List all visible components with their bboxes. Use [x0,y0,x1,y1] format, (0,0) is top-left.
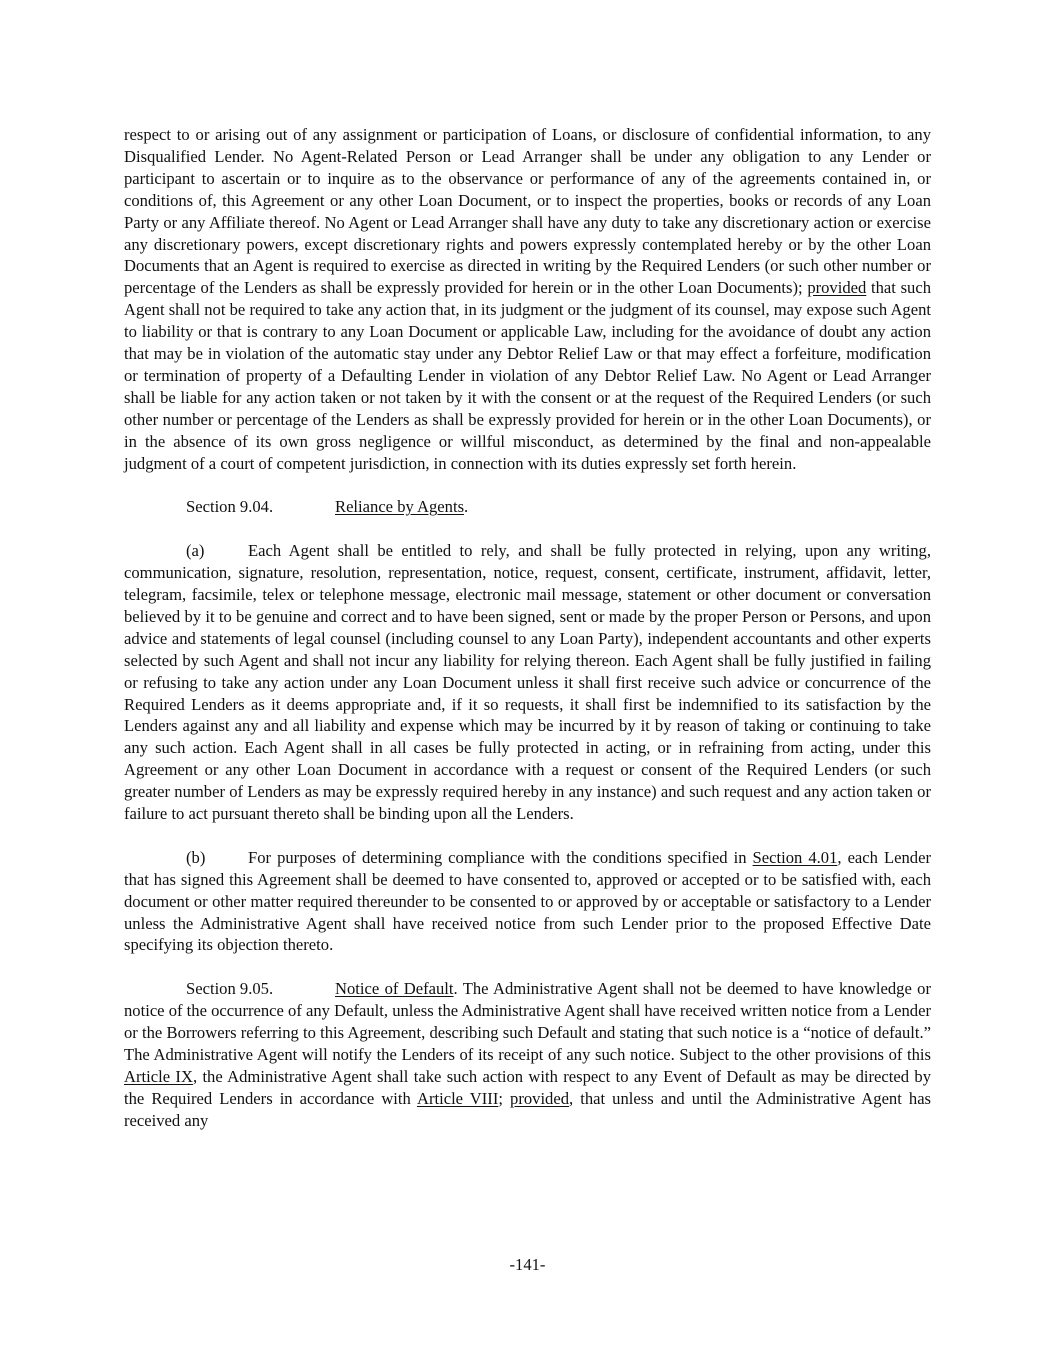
clause-a [124,540,931,825]
paragraph-text: respect to or arising out of any assignment or participation of Loans, or disclosure of confidential information, to any Disqualified Lender. No Agent-Related Person or Lead Arranger shall be under any obligation to any Lender or participant to ascertain or to inquire as to the observance or performance of any of the agreements contained in, or conditions of, this Agreement or any other Loan Document, or to inspect the properties, books or records of any Loan Party or any Affiliate thereof. No Agent or Lead Arranger shall have any duty to take any discretionary action or exercise any discretionary powers, except discretionary rights and powers expressly contemplated hereby or by the other Loan Documents that an Agent is required to exercise as directed in writing by the Required Lenders (or such other number or percentage of the Lenders as shall be expressly provided for herein or in the other Loan Documents); [124,125,931,298]
clause-label: (b) [186,847,206,867]
section-title: Reliance by Agents [335,497,465,517]
section-text: , that unless and until the Administrative Agent has received any [124,1088,932,1130]
section-title-punctuation: . [464,497,469,517]
section-9-05 [124,978,931,1131]
section-text: ; [498,1088,511,1108]
document-page [124,124,931,1154]
section-text: , the Administrative Agent shall take such action with respect to any Event of Default as may be directed by the Required Lenders in accordance with [124,1066,931,1108]
paragraph-text: that such Agent shall not be required to take any action that, in its judgment or the judgment of its counsel, may expose such Agent to liability or that is contrary to any Loan Document or applicable Law, including for the avoidance of doubt any action that may be in violation of the automatic stay under any Debtor Relief Law or that may effect a forfeiture, modification or termination of property of a Defaulting Lender in violation of any Debtor Relief Law. No Agent or Lead Arranger shall be liable for any action taken or not taken by it with the consent or at the request of the Required Lenders (or such other number or percentage of the Lenders as shall be expressly provided for herein or in the other Loan Documents), or in the absence of its own gross negligence or willful misconduct, as determined by the final and non-appealable judgment of a court of competent jurisdiction, in connection with its duties expressly set forth herein. [124,278,931,473]
clause-text: , each Lender that has signed this Agreement shall be deemed to have consented to, approved or accepted or to be satisfied with, each document or other matter required thereunder to be consented to or approved by or acceptable or satisfactory to a Lender unless the Administrative Agent shall have received notice from such Lender prior to the proposed Effective Date specifying its objection thereto. [124,847,931,955]
cross-reference: Section 4.01 [752,847,838,867]
provided-term: provided [807,278,867,298]
cross-reference: Article VIII [416,1088,499,1108]
clause-label: (a) [186,541,205,561]
clause-text: Each Agent shall be entitled to rely, and shall be fully protected in relying, upon any writing, communication, signature, resolution, representation, notice, request, consent, certificate, instrument, affidavit, letter, telegram, facsimile, telex or telephone message, electronic mail message, statement or other document or conversation believed by it to be genuine and correct and to have been signed, sent or made by the proper Person or Persons, and upon advice and statements of legal counsel (including counsel to any Loan Party), independent accountants and other experts selected by such Agent and shall not incur any liability for relying thereon. Each Agent shall be fully justified in failing or refusing to take any action under any Loan Document unless it shall first receive such advice or concurrence of the Required Lenders as it deems appropriate and, if it so requests, it shall first be indemnified to its satisfaction by the Lenders against any and all liability and expense which may be incurred by it by reason of taking or continuing to take any such action. Each Agent shall in all cases be fully protected in acting, or in refraining from acting, under this Agreement or any other Loan Document in accordance with a request or consent of the Required Lenders (or such greater number of Lenders as may be expressly required hereby in any instance) and such request and any action taken or failure to act pursuant thereto shall be binding upon all the Lenders. [124,541,931,824]
section-number: Section 9.04. [186,497,274,517]
section-title: Notice of Default [335,979,454,999]
page-number: -141- [509,1255,546,1274]
section-heading-9-04 [124,496,931,518]
cross-reference: Article IX [124,1066,193,1086]
paragraph-continuation [124,124,931,475]
clause-text: For purposes of determining compliance with the conditions specified in [248,847,753,867]
clause-b [124,847,931,957]
section-text: . The Administrative Agent shall not be deemed to have knowledge or notice of the occurrence of any Default, unless the Administrative Agent shall have received written notice from a Lender or the Borrowers referring to this Agreement, describing such Default and stating that such notice is a “notice of default.” The Administrative Agent will notify the Lenders of its receipt of any such notice. Subject to the other provisions of this [124,979,932,1064]
section-number: Section 9.05. [186,979,274,999]
provided-term: provided [510,1088,570,1108]
